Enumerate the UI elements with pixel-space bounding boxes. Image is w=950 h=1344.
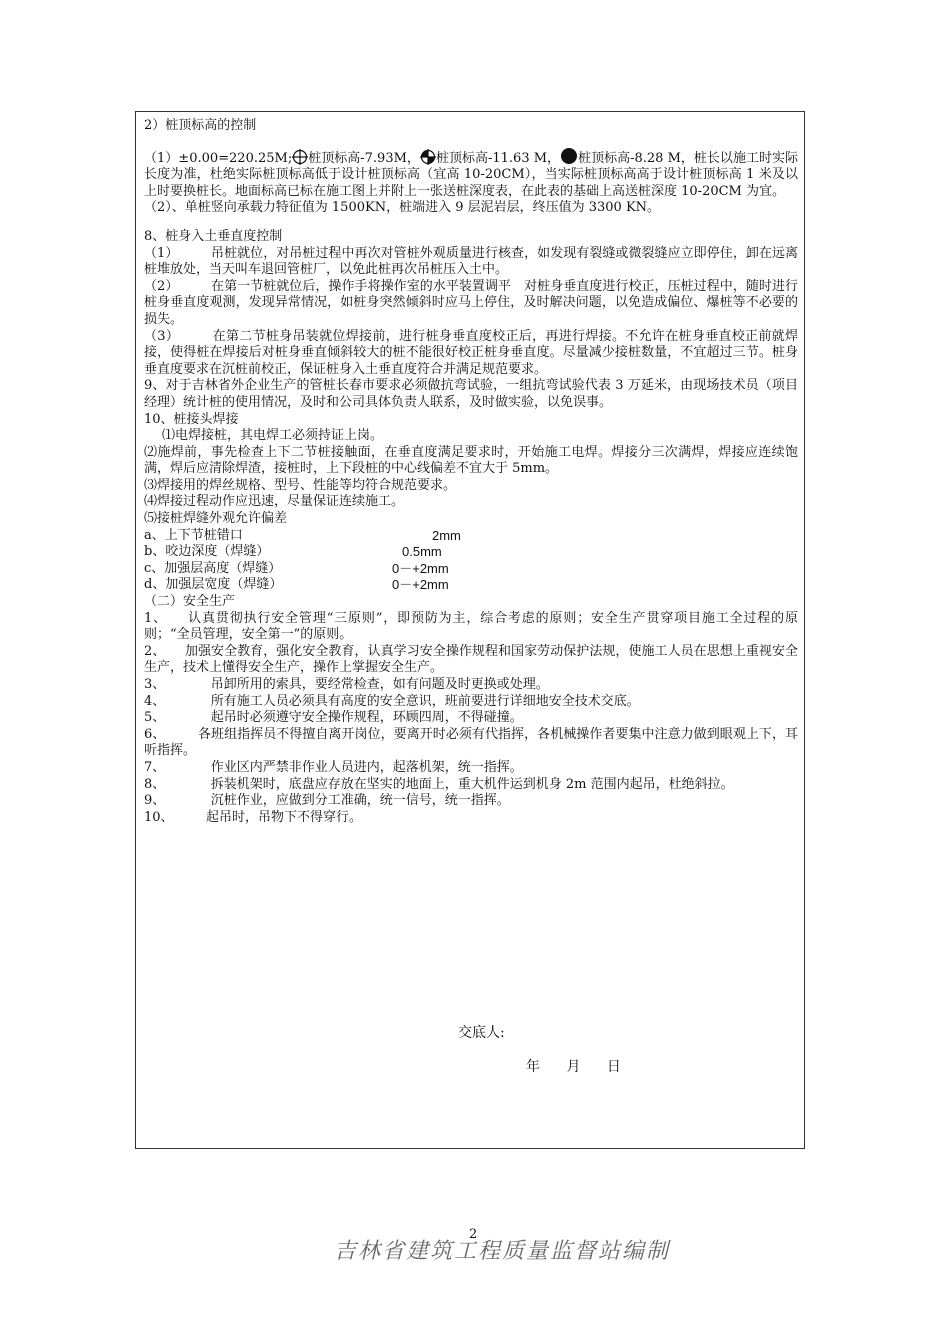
list-item: 4、 所有施工人员必须具有高度的安全意识，班前要进行详细地安全技术交底。 [144, 693, 640, 709]
content-frame [135, 111, 805, 1149]
pile-top-paragraph-2: （2）、单桩竖向承载力特征值为 1500KN，桩端进入 9 层泥岩层，终压值为 3300 KN。 [144, 200, 661, 216]
list-item: 8、 拆装机架时，底盘应存放在坚实的地面上，重大机件运到机身 2m 范围内起吊，杜绝斜拉。 [144, 776, 734, 792]
list-item: ⑷焊接过程动作应迅速，尽量保证连续施工。 [144, 494, 405, 510]
list-item: （3） 在第二节桩身吊装就位焊接前，进行桩身垂直度校正后，再进行焊接。不允许在桩身垂直校正前就焊接，使得桩在焊接后对桩身垂直倾斜较大的桩不能很好校正桩身垂直度。尽量减少接桩数量，不宜超过三节。桩身垂直度要求在沉桩前校正，保证桩身入土垂直度符合并满足规范要求。 [144, 328, 798, 377]
document-body [144, 118, 798, 826]
list-item: ⑵施焊前，事先检查上下二节桩接触面，在垂直度满足要求时，开始施工电焊。焊接分三次满焊，焊接应连续饱满，焊后应清除焊渣，接桩时，上下段桩的中心线偏差不宜大于 5mm。 [144, 444, 798, 477]
tolerance-label: c、加强层高度（焊缝） [144, 560, 282, 576]
list-item: ⑴电焊接桩，其电焊工必须持证上岗。 [162, 428, 384, 444]
section-heading: 8、桩身入土垂直度控制 [144, 228, 283, 244]
list-item: 2、 加强安全教育，强化安全教育，认真学习安全操作规程和国家劳动保护法规，使施工人员在思想上重视安全生产，技术上懂得安全生产，操作上掌握安全生产。 [144, 643, 798, 676]
list-item: ⑸接桩焊缝外观允许偏差 [144, 511, 288, 527]
quarter-filled-circle-icon [420, 149, 436, 165]
footer-text: 吉林省建筑工程质量监督站编制 [334, 1239, 671, 1264]
list-item: （2） 在第一节桩就位后，操作手将操作室的水平装置调平 对桩身垂直度进行校正，压桩过程中，随时进行桩身垂直度观测，发现异常情况，如桩身突然倾斜时应马上停住，及时解决问题，以免造成偏位、爆桩等不必要的损失。 [144, 278, 798, 327]
section-heading: 2）桩顶标高的控制 [144, 118, 257, 133]
section-heading: （二）安全生产 [144, 594, 236, 610]
tolerance-value: 0－+2mm [392, 577, 449, 593]
list-item: （1） 吊桩就位，对吊桩过程中再次对管桩外观质量进行核查，如发现有裂缝或微裂缝应立即停住，卸在远离桩堆放处，当天叫车退回管桩厂，以免此桩再次吊桩压入土中。 [144, 245, 798, 278]
section-heading: 10、桩接头焊接 [144, 411, 239, 427]
list-item: 7、 作业区内严禁非作业人员进内，起落机架，统一指挥。 [144, 759, 523, 775]
crosshair-circle-icon [292, 149, 308, 165]
tolerance-row [144, 544, 798, 561]
filled-circle-icon [560, 147, 578, 165]
page-number: 2 [469, 1227, 478, 1242]
tolerance-row [144, 528, 798, 545]
tolerance-row [144, 561, 798, 578]
tolerance-row [144, 577, 798, 594]
tolerance-value: 0－+2mm [392, 560, 449, 576]
tolerance-label: d、加强层宽度（焊缝） [144, 577, 283, 593]
list-item: 6、 各班组指挥员不得擅自离开岗位，要离开时必须有代指挥，各机械操作者要集中注意力做到眼观上下，耳听指挥。 [144, 726, 798, 759]
tolerance-label: a、上下节桩错口 [144, 527, 243, 543]
list-item: 9、 沉桩作业，应做到分工准确，统一信号，统一指挥。 [144, 793, 510, 809]
list-item: 1、 认真贯彻执行安全管理“三原则”，即预防为主，综合考虑的原则；安全生产贯穿项目施工全过程的原则；“全员管理，安全第一”的原则。 [144, 610, 798, 643]
tolerance-value: 2mm [432, 527, 461, 543]
list-item: 10、 起吊时，吊物下不得穿行。 [144, 809, 363, 825]
bending-test-paragraph: 9、对于吉林省外企业生产的管桩长春市要求必须做抗弯试验，一组抗弯试验代表 3 万延米，由现场技术员（项目经理）统计桩的使用情况，及时和公司具体负责人联系，及时做实验，以免误事。 [144, 378, 798, 410]
list-item: 3、 吊卸所用的索具，要经常检查，如有问题及时更换或处理。 [144, 677, 549, 692]
pile-top-paragraph-1: （1）±0.00=220.25M; 桩顶标高-7.93M， 桩顶标高-11.63 M， 桩顶标高-8.28 M，桩长以施工时实际长度为准，杜绝实际桩顶标高低于设计桩顶标高（宜高 10-20CM），当实际桩顶标高高于设计桩顶标高 1 米及以上时要换桩长。地面标高已标在施工图上并附上一张送桩深度表，在此表的基础上高送桩深度 10-20CM 为宜。 [144, 147, 798, 201]
list-item: ⑶焊接用的焊丝规格、型号、性能等均符合规范要求。 [144, 477, 457, 493]
signature-date: 年 月 日 [526, 1059, 621, 1075]
signatory-label: 交底人: [458, 1025, 505, 1041]
tolerance-value: 0.5mm [402, 544, 442, 560]
tolerance-label: b、咬边深度（焊缝） [144, 544, 270, 560]
list-item: 5、 起吊时必须遵守安全操作规程，环顾四周，不得碰撞。 [144, 710, 523, 726]
